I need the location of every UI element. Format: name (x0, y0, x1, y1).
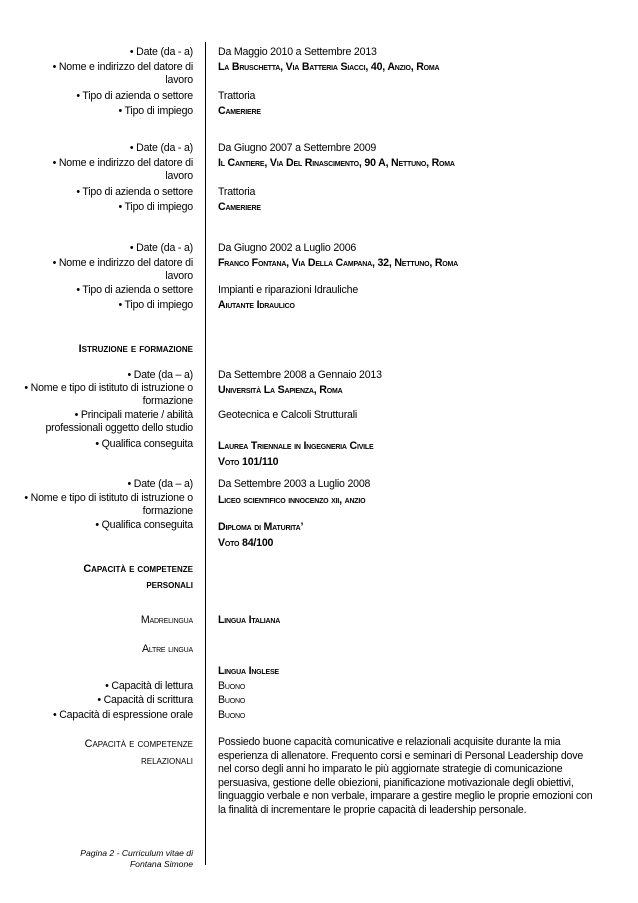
footer-line-2: Fontana Simone (129, 858, 193, 869)
qualification-line-2: Voto 84/100 (218, 536, 274, 549)
speaking-value: Buono (218, 709, 246, 721)
employer-label: • Nome e indirizzo del datore di lavoro (52, 61, 193, 86)
mother-tongue-label: Madrelingua (140, 614, 193, 626)
mother-tongue-value: Lingua Italiana (218, 614, 281, 626)
qualification-label: • Qualifica conseguita (95, 438, 193, 450)
date-value: Da Maggio 2010 a Settembre 2013 (218, 46, 377, 58)
subjects-label: • Principali materie / abilità professionali oggetto dello studio (45, 409, 193, 434)
qualification-line-1: Diploma di Maturita’ (218, 521, 304, 533)
sector-label: • Tipo di azienda o settore (76, 186, 193, 198)
sector-value: Impianti e riparazioni Idrauliche (218, 284, 359, 296)
education-heading: Istruzione e formazione (78, 343, 193, 355)
sector-label: • Tipo di azienda o settore (76, 284, 193, 296)
writing-label: • Capacità di scrittura (97, 694, 193, 706)
employer-value: Franco Fontana, Via Della Campana, 32, Nettuno, Roma (218, 257, 459, 269)
date-value: Da Settembre 2008 a Gennaio 2013 (218, 369, 382, 381)
subjects-value: Geotecnica e Calcoli Strutturali (218, 409, 358, 421)
institute-value: Liceo scientifico innocenzo xii, anzio (218, 494, 366, 506)
employer-value: La Bruschetta, Via Batteria Siacci, 40, Anzio, Roma (218, 61, 440, 73)
date-value: Da Giugno 2002 a Luglio 2006 (218, 242, 357, 254)
date-label: • Date (da - a) (129, 46, 193, 58)
qualification-line-2: Voto 101/110 (218, 455, 279, 468)
column-divider (205, 42, 206, 865)
institute-label: • Nome e tipo di istituto di istruzione o formazione (24, 382, 193, 407)
other-languages-label: Altre lingua (141, 643, 193, 655)
speaking-label: • Capacità di espressione orale (52, 709, 193, 721)
relational-text: Possiedo buone capacità comunicative e relazionali acquisite durante la mia esperienza di allenatore. Frequento corsi e seminari di Personal Leadership dove nel corso degli anni ho imparato le più aggiornate strategie di comunicazione persuasiva, gestione delle obiezioni, pianificazione motivazionale degli obiettivi, linguaggio verbale e non verbale, imparare a gestire meglio le proprie emozioni con la finalità di incrementare le proprie capacità di leadership personale. (218, 736, 593, 816)
role-value: Cameriere (218, 105, 261, 117)
institute-label: • Nome e tipo di istituto di istruzione o formazione (24, 492, 193, 517)
language-value: Lingua Inglese (218, 665, 279, 677)
qualification-value (218, 521, 594, 549)
sector-label: • Tipo di azienda o settore (76, 90, 193, 102)
relational-label: Capacità e competenze relazionali (84, 738, 193, 767)
role-label: • Tipo di impiego (118, 299, 193, 311)
employer-value: Il Cantiere, Via Del Rinascimento, 90 A, Nettuno, Roma (218, 157, 455, 169)
role-value: Cameriere (218, 201, 261, 213)
reading-label: • Capacità di lettura (105, 680, 193, 692)
sector-value: Trattoria (218, 186, 256, 198)
date-value: Da Giugno 2007 a Settembre 2009 (218, 142, 377, 154)
institute-value: Università La Sapienza, Roma (218, 384, 343, 396)
reading-value: Buono (218, 680, 246, 692)
sector-value: Trattoria (218, 90, 256, 102)
qualification-label: • Qualifica conseguita (95, 519, 193, 531)
employer-label: • Nome e indirizzo del datore di lavoro (52, 157, 193, 182)
employer-label: • Nome e indirizzo del datore di lavoro (52, 257, 193, 282)
date-label: • Date (da – a) (127, 478, 193, 490)
qualification-line-1: Laurea Triennale in Ingegneria Civile (218, 440, 374, 452)
qualification-value (218, 440, 594, 468)
skills-heading: Capacità e competenze personali (83, 563, 193, 591)
date-label: • Date (da – a) (127, 369, 193, 381)
date-value: Da Settembre 2003 a Luglio 2008 (218, 478, 371, 490)
role-label: • Tipo di impiego (118, 105, 193, 117)
writing-value: Buono (218, 694, 246, 706)
page-footer (43, 848, 193, 869)
footer-line-1: Pagina 2 - Curriculum vitae di (80, 848, 193, 858)
role-label: • Tipo di impiego (118, 201, 193, 213)
role-value: Aiutante Idraulico (218, 299, 295, 311)
date-label: • Date (da - a) (129, 142, 193, 154)
date-label: • Date (da - a) (129, 242, 193, 254)
